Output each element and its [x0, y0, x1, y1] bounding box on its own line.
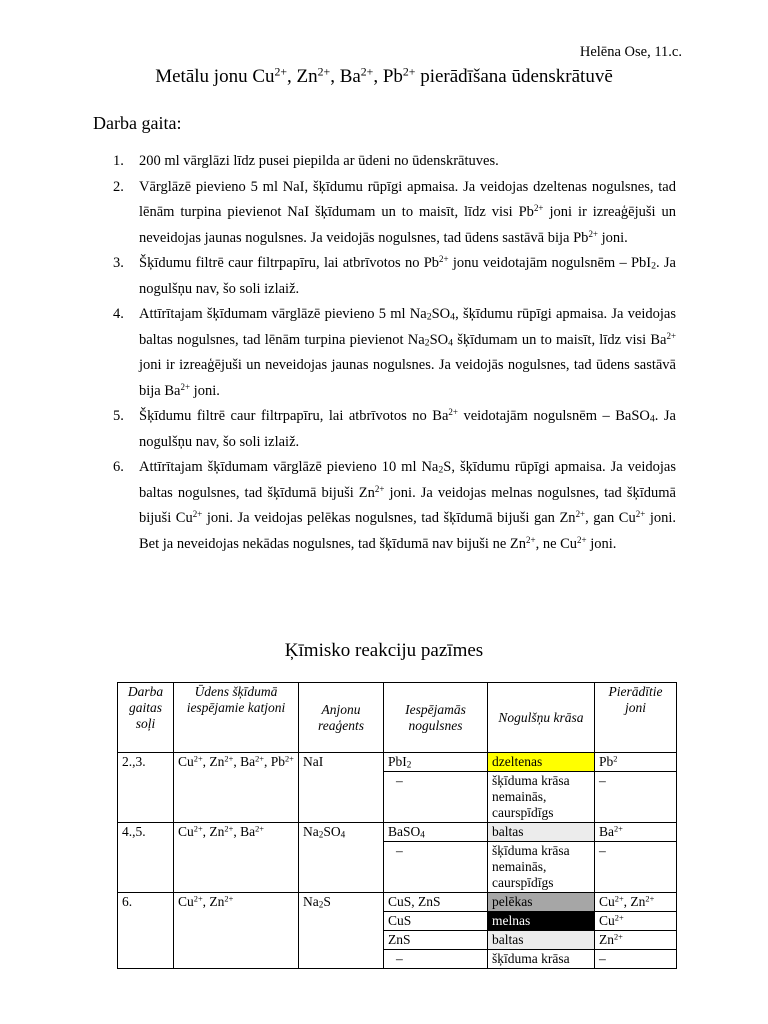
header-ions: Pierādītie joni	[595, 683, 677, 753]
step-text: Vārglāzē pievieno 5 ml NaI, šķīdumu rūpīgi apmaisa. Ja veidojas dzeltenas nogulsnes, tad lēnām turpina pievienot NaI šķīdumam un to maisīt, līdz visi Pb	[139, 178, 676, 220]
superscript: 2	[613, 754, 618, 764]
step-text: joni.	[598, 229, 628, 246]
title-sup: 2+	[402, 65, 416, 79]
superscript: 2+	[614, 913, 624, 923]
step-text: joni.	[190, 382, 220, 399]
step-text: SO	[429, 331, 449, 348]
cell-color: šķīduma krāsa	[488, 950, 595, 969]
reactions-table	[117, 682, 677, 969]
step-text: joni. Ja veidojas pelēkas nogulsnes, tad šķīdumā bijuši gan Zn	[202, 510, 576, 526]
title-sup: 2+	[274, 65, 288, 79]
cell-text: , Zn	[623, 894, 646, 909]
superscript: 2+	[193, 894, 203, 904]
superscript: 2+	[255, 824, 264, 834]
cell-reagent	[299, 893, 384, 969]
step-number: 3.	[113, 255, 124, 271]
subscript: 2	[406, 759, 412, 770]
cell-precipitate: CuS, ZnS	[384, 893, 488, 912]
cell-precipitate: ZnS	[384, 931, 488, 950]
cell-precipitate	[384, 823, 488, 842]
cell-text: Cu	[178, 824, 194, 839]
cell-color-black: melnas	[488, 912, 595, 931]
cell-text: , Zn	[202, 824, 225, 839]
step-text: šķīdumam un to maisīt, līdz visi Ba	[453, 331, 667, 348]
table-row	[118, 823, 677, 842]
superscript: 2+	[193, 754, 203, 764]
cell-text: Pb	[599, 754, 614, 769]
step-text: Šķīdumu filtrē caur filtrpapīru, lai atbrīvotos no Pb	[139, 255, 440, 271]
step-item	[113, 251, 676, 302]
superscript: 2+	[614, 894, 624, 904]
step-number: 5.	[113, 408, 124, 424]
step-text: joni ir izreaģējuši un neveidojas jaunas nogulsnes. Ja veidojās nogulsnes, tad ūdens sastāvā bija Ba	[139, 357, 676, 399]
superscript: 2+	[614, 824, 623, 834]
cell-precipitate: –	[384, 772, 488, 823]
cell-text: , Zn	[202, 894, 225, 909]
cell-ions	[595, 893, 677, 912]
superscript: 2+	[224, 894, 234, 904]
step-text: 200 ml vārglāzi līdz pusei piepilda ar ūdeni no ūdenskrātuves.	[139, 153, 499, 169]
superscript: 2+	[614, 932, 623, 942]
subscript: 2	[438, 464, 444, 476]
superscript: 2+	[224, 754, 234, 764]
title-text: Metālu jonu Cu	[155, 66, 275, 87]
step-number: 6.	[113, 459, 124, 475]
superscript: 2+	[577, 534, 587, 545]
cell-ions	[595, 753, 677, 772]
superscript: 2+	[374, 483, 385, 494]
cell-text: , Zn	[202, 754, 225, 769]
superscript: 2+	[193, 824, 203, 834]
header-cations: Ūdens šķīdumā iespējamie katjoni	[174, 683, 299, 753]
cell-reagent	[299, 823, 384, 893]
step-text: SO	[431, 306, 451, 322]
step-text: joni.	[586, 535, 617, 552]
step-text: joni ir izreaģējuši un neveidojas jaunas nogulsnes. Ja veidojās nogulsnes, tad ūdens sastāvā bija Pb	[139, 204, 677, 246]
cell-text: Na	[303, 894, 319, 909]
step-text: veidotajām nogulsnēm – BaSO	[457, 408, 650, 424]
document-title	[0, 66, 768, 88]
step-text: , šķīdumu rūpīgi apmaisa. Ja veidojas baltas nogulsnes, tad lēnām turpina pievienot Na	[139, 306, 676, 348]
cell-precipitate: –	[384, 950, 488, 969]
step-item	[113, 175, 676, 252]
step-text: joni. Bet ja neveidojas nekādas nogulsnes, tad šķīdumā nav bijuši ne Zn	[139, 510, 677, 552]
cell-precipitate: –	[384, 842, 488, 893]
superscript: 2+	[192, 509, 203, 520]
title-text: , Zn	[287, 66, 318, 87]
subscript: 2	[318, 829, 324, 840]
author-line: Helēna Ose, 11.c.	[579, 44, 682, 60]
procedure-steps	[113, 149, 676, 557]
step-item	[113, 404, 676, 455]
cell-color: šķīduma krāsa nemainās, caurspīdīgs	[488, 772, 595, 823]
cell-ions	[595, 823, 677, 842]
superscript: 2+	[533, 203, 544, 214]
step-text: S, šķīdumu rūpīgi apmaisa. Ja veidojas baltas nogulsnes, tad šķīdumā bijuši Zn	[139, 459, 676, 501]
cell-text: Cu	[178, 754, 194, 769]
step-item	[113, 455, 676, 557]
subscript: 2	[318, 899, 324, 910]
step-text: Attīrītajam šķīdumam vārglāzē pievieno 5 ml Na	[139, 306, 427, 322]
superscript: 2+	[285, 754, 294, 764]
step-text: joni. Ja veidojas melnas nogulsnes, tad šķīdumā bijuši Cu	[139, 484, 676, 526]
step-number: 4.	[113, 306, 124, 322]
cell-color-white: baltas	[488, 931, 595, 950]
step-text: , ne Cu	[535, 535, 578, 552]
superscript: 2+	[645, 894, 655, 904]
cell-text: S	[323, 894, 331, 909]
cell-reagent: NaI	[299, 753, 384, 823]
cell-text: , Ba	[233, 824, 256, 839]
cell-text: , Pb	[263, 754, 285, 769]
cell-ions: –	[595, 772, 677, 823]
step-text: , gan Cu	[585, 510, 636, 526]
cell-step: 6.	[118, 893, 174, 969]
title-sup: 2+	[317, 65, 331, 79]
subscript: 2	[426, 311, 432, 323]
section-heading: Darba gaita:	[93, 113, 182, 133]
superscript: 2+	[255, 754, 264, 764]
subscript: 2	[651, 260, 657, 272]
title-sup: 2+	[360, 65, 374, 79]
cell-color-white: baltas	[488, 823, 595, 842]
cell-text: , Ba	[233, 754, 256, 769]
step-text: Attīrītajam šķīdumam vārglāzē pievieno 10 ml Na	[139, 459, 439, 475]
header-reagent: Anjonu reaģents	[299, 683, 384, 753]
step-number: 2.	[113, 178, 124, 195]
header-step: Darba gaitas soļi	[118, 683, 174, 753]
superscript: 2+	[635, 509, 646, 520]
superscript: 2+	[575, 509, 586, 520]
cell-text: Zn	[599, 932, 614, 947]
subscript: 4	[649, 413, 655, 425]
subscript: 4	[450, 311, 456, 323]
cell-text: PbI	[388, 754, 407, 769]
cell-cations	[174, 753, 299, 823]
cell-text: SO	[323, 824, 341, 839]
cell-ions: –	[595, 842, 677, 893]
step-text: jonu veidotajām nogulsnēm – PbI	[448, 255, 652, 271]
cell-text: BaSO	[388, 824, 421, 839]
cell-cations	[174, 893, 299, 969]
table-row	[118, 753, 677, 772]
step-item	[113, 149, 676, 175]
step-text: . Ja nogulšņu nav, šo soli izlaiž.	[139, 255, 676, 297]
cell-precipitate	[384, 753, 488, 772]
step-text: . Ja nogulšņu nav, šo soli izlaiž.	[139, 408, 676, 450]
header-color: Nogulšņu krāsa	[488, 683, 595, 753]
superscript: 2+	[448, 407, 458, 418]
cell-color: šķīduma krāsa nemainās, caurspīdīgs	[488, 842, 595, 893]
header-precipitate: Iespējamās nogulsnes	[384, 683, 488, 753]
cell-text: Ba	[599, 824, 614, 839]
cell-ions: –	[595, 950, 677, 969]
superscript: 2+	[439, 254, 449, 265]
cell-text: Cu	[178, 894, 194, 909]
superscript: 2+	[180, 381, 191, 392]
title-text: pierādīšana ūdenskrātuvē	[415, 66, 613, 87]
cell-color-gray: pelēkas	[488, 893, 595, 912]
cell-ions	[595, 912, 677, 931]
title-text: , Ba	[330, 66, 361, 87]
step-text: Šķīdumu filtrē caur filtrpapīru, lai atbrīvotos no Ba	[139, 408, 449, 424]
cell-step: 4.,5.	[118, 823, 174, 893]
cell-color-yellow: dzeltenas	[488, 753, 595, 772]
cell-step: 2.,3.	[118, 753, 174, 823]
superscript: 2+	[526, 534, 536, 545]
title-text: , Pb	[373, 66, 403, 87]
cell-precipitate: CuS	[384, 912, 488, 931]
superscript: 2+	[224, 824, 234, 834]
subscript: 2	[424, 336, 430, 348]
table-row	[118, 893, 677, 912]
subscript: 4	[420, 829, 425, 840]
cell-text: Cu	[599, 913, 615, 928]
cell-text: Cu	[599, 894, 615, 909]
table-header-row	[118, 683, 677, 753]
step-item	[113, 302, 676, 404]
subscript: 4	[448, 336, 454, 348]
subscript: 4	[340, 829, 346, 840]
superscript: 2+	[666, 330, 677, 341]
cell-cations	[174, 823, 299, 893]
cell-text: Na	[303, 824, 319, 839]
cell-ions	[595, 931, 677, 950]
table-title: Ķīmisko reakciju pazīmes	[284, 640, 484, 661]
superscript: 2+	[588, 228, 598, 239]
step-number: 1.	[113, 153, 124, 169]
